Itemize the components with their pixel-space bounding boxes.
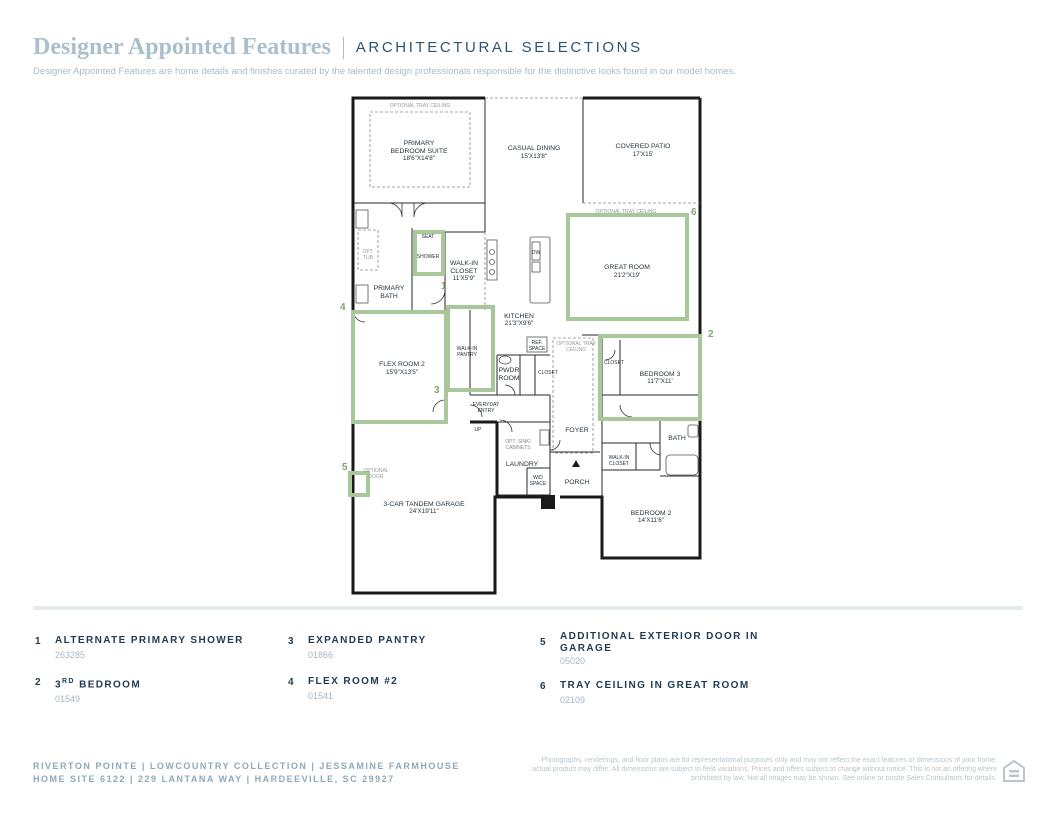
label-kitchen-dim: 21'3"X9'6" <box>504 320 534 327</box>
label-seat: SEAT <box>421 234 435 240</box>
label-opt-tub-2: TUB <box>363 255 373 261</box>
label-pwdr: PWDR <box>498 367 520 374</box>
community-info <box>33 760 460 786</box>
label-casual-dining: CASUAL DINING <box>507 145 561 152</box>
label-walkin-pantry-2: PANTRY <box>457 352 477 358</box>
feature-item-3 <box>288 635 427 660</box>
label-great-room: GREAT ROOM <box>604 264 650 271</box>
label-opt-door: OPTIONAL <box>363 468 389 474</box>
equal-housing-icon <box>1002 759 1026 783</box>
label-opt-sink: OPT. SINK/ <box>505 439 531 445</box>
label-shower: SHOWER <box>416 254 440 260</box>
feature-name: EXPANDED PANTRY <box>308 635 427 646</box>
feature-code: 263285 <box>55 650 86 660</box>
feature-item-1 <box>35 635 244 660</box>
label-primary-bath-2: BATH <box>380 293 398 300</box>
label-walkin-closet: WALK-IN <box>449 260 479 267</box>
label-primary-suite-2: BEDROOM SUITE <box>390 148 448 155</box>
label-pwdr-2: ROOM <box>498 375 520 382</box>
label-walkin-closet-b2: WALK-IN <box>608 455 630 461</box>
label-tray-foyer: OPTIONAL TRAY <box>556 341 596 347</box>
label-bedroom3-dim: 11'7"X11' <box>647 378 673 385</box>
feature-name: ADDITIONAL EXTERIOR DOOR IN GARAGE <box>560 631 759 654</box>
label-porch: PORCH <box>564 479 590 486</box>
label-garage-dim: 24'X19'11" <box>409 508 439 515</box>
feature-name: TRAY CEILING IN GREAT ROOM <box>560 680 750 691</box>
label-walkin-pantry: WALK-IN <box>456 346 478 352</box>
marker-4: 4 <box>340 302 346 313</box>
label-flex-room-dim: 15'9"X13'5" <box>385 369 419 376</box>
intro-text: Designer Appointed Features are home details and finishes curated by the talented design professionals responsible for the distinctive looks found in our model homes. <box>33 66 736 77</box>
label-covered-patio-dim: 17'X15' <box>632 151 654 158</box>
label-tray-great: OPTIONAL TRAY CEILING <box>595 209 657 215</box>
label-walkin-closet-dim: 11'X5'9" <box>452 275 476 282</box>
feature-name: ALTERNATE PRIMARY SHOWER <box>55 635 244 646</box>
label-opt-door-2: DOOR <box>368 474 384 480</box>
feature-name-rest: BEDROOM <box>74 679 142 691</box>
page-title: Designer Appointed Features <box>33 34 331 60</box>
feature-code: 01541 <box>308 691 334 701</box>
label-up: UP <box>474 427 482 433</box>
feature-item-4 <box>288 676 398 701</box>
label-foyer: FOYER <box>565 427 589 434</box>
section-divider <box>33 606 1023 610</box>
label-everyday-entry-2: ENTRY <box>477 408 495 414</box>
fixtures <box>356 210 698 475</box>
label-garage: 3-CAR TANDEM GARAGE <box>383 501 465 508</box>
feature-code: 01866 <box>308 650 334 660</box>
label-tray-primary: OPTIONAL TRAY CEILING <box>389 103 451 109</box>
label-closet-b: CLOSET <box>603 360 625 366</box>
marker-3: 3 <box>434 385 440 396</box>
label-casual-dining-dim: 15'X13'8" <box>520 153 548 160</box>
marker-1: 1 <box>441 281 447 292</box>
label-walkin-closet-b2-2: CLOSET <box>608 461 630 467</box>
label-covered-patio: COVERED PATIO <box>615 143 671 150</box>
feature-name-number: 3 <box>55 679 62 691</box>
feature-number: 2 <box>35 677 41 688</box>
marker-2: 2 <box>708 329 714 340</box>
feature-item-5 <box>540 631 760 666</box>
label-dw: DW <box>531 250 541 256</box>
label-primary-bath: PRIMARY <box>373 285 405 292</box>
label-ref-2: SPACE <box>528 346 546 352</box>
feature-number: 5 <box>540 637 546 648</box>
feature-item-6 <box>540 680 750 705</box>
label-kitchen: KITCHEN <box>504 313 534 320</box>
marker-5: 5 <box>342 462 348 473</box>
label-primary-suite-dim: 18'6"X14'8" <box>402 155 436 162</box>
label-bath: BATH <box>668 435 686 442</box>
entry-arrow-icon <box>572 460 580 467</box>
label-bedroom2-dim: 14'X11'6" <box>638 517 664 524</box>
homesite-line: HOME SITE 6122 | 229 LANTANA WAY | HARDEEVILLE, SC 29927 <box>33 774 395 784</box>
label-wd-2: SPACE <box>529 481 547 487</box>
label-wd: W/D <box>533 475 543 481</box>
label-closet-a: CLOSET <box>537 370 559 376</box>
disclaimer: Photographs, renderings, and floor plans are for representational purposes only and may not reflect the exact features or dimensions of your home; actual product may differ. All dimensions are subject to field variations. Prices and offers subject to change without notice. This is not an offering where prohibited by law. Not all images may be shown. See online or onsite Sales Consultants for details. <box>532 757 997 782</box>
label-primary-suite: PRIMARY <box>403 140 435 147</box>
label-great-room-dim: 21'2"X19' <box>613 272 641 279</box>
feature-name: FLEX ROOM #2 <box>308 676 399 687</box>
label-bedroom2: BEDROOM 2 <box>630 510 672 517</box>
feature-number: 6 <box>540 681 546 692</box>
marker-6: 6 <box>691 207 697 218</box>
page-subtitle: ARCHITECTURAL SELECTIONS <box>355 39 643 56</box>
label-everyday-entry: EVERYDAY <box>472 402 500 408</box>
feature-name <box>55 676 141 691</box>
feature-code: 02109 <box>560 695 586 705</box>
label-bedroom3: BEDROOM 3 <box>639 371 681 378</box>
feature-number: 4 <box>288 677 294 688</box>
feature-item-2 <box>35 676 141 704</box>
label-tray-foyer-2: CEILING <box>565 347 587 353</box>
feature-code: 01549 <box>55 694 81 705</box>
feature-number: 3 <box>288 636 294 647</box>
feature-name-superscript: RD <box>61 678 75 685</box>
label-opt-sink-2: CABINETS <box>505 445 531 451</box>
label-laundry: LAUNDRY <box>505 461 539 468</box>
label-ref: REF. <box>531 340 543 346</box>
label-flex-room: FLEX ROOM 2 <box>379 361 425 368</box>
label-walkin-closet-2: CLOSET <box>450 268 478 275</box>
feature-number: 1 <box>35 636 41 647</box>
community-line: RIVERTON POINTE | LOWCOUNTRY COLLECTION | JESSAMINE FARMHOUSE <box>33 761 460 771</box>
label-opt-tub: OPT. <box>362 249 374 255</box>
feature-code: 05020 <box>560 656 586 666</box>
column <box>541 495 555 509</box>
